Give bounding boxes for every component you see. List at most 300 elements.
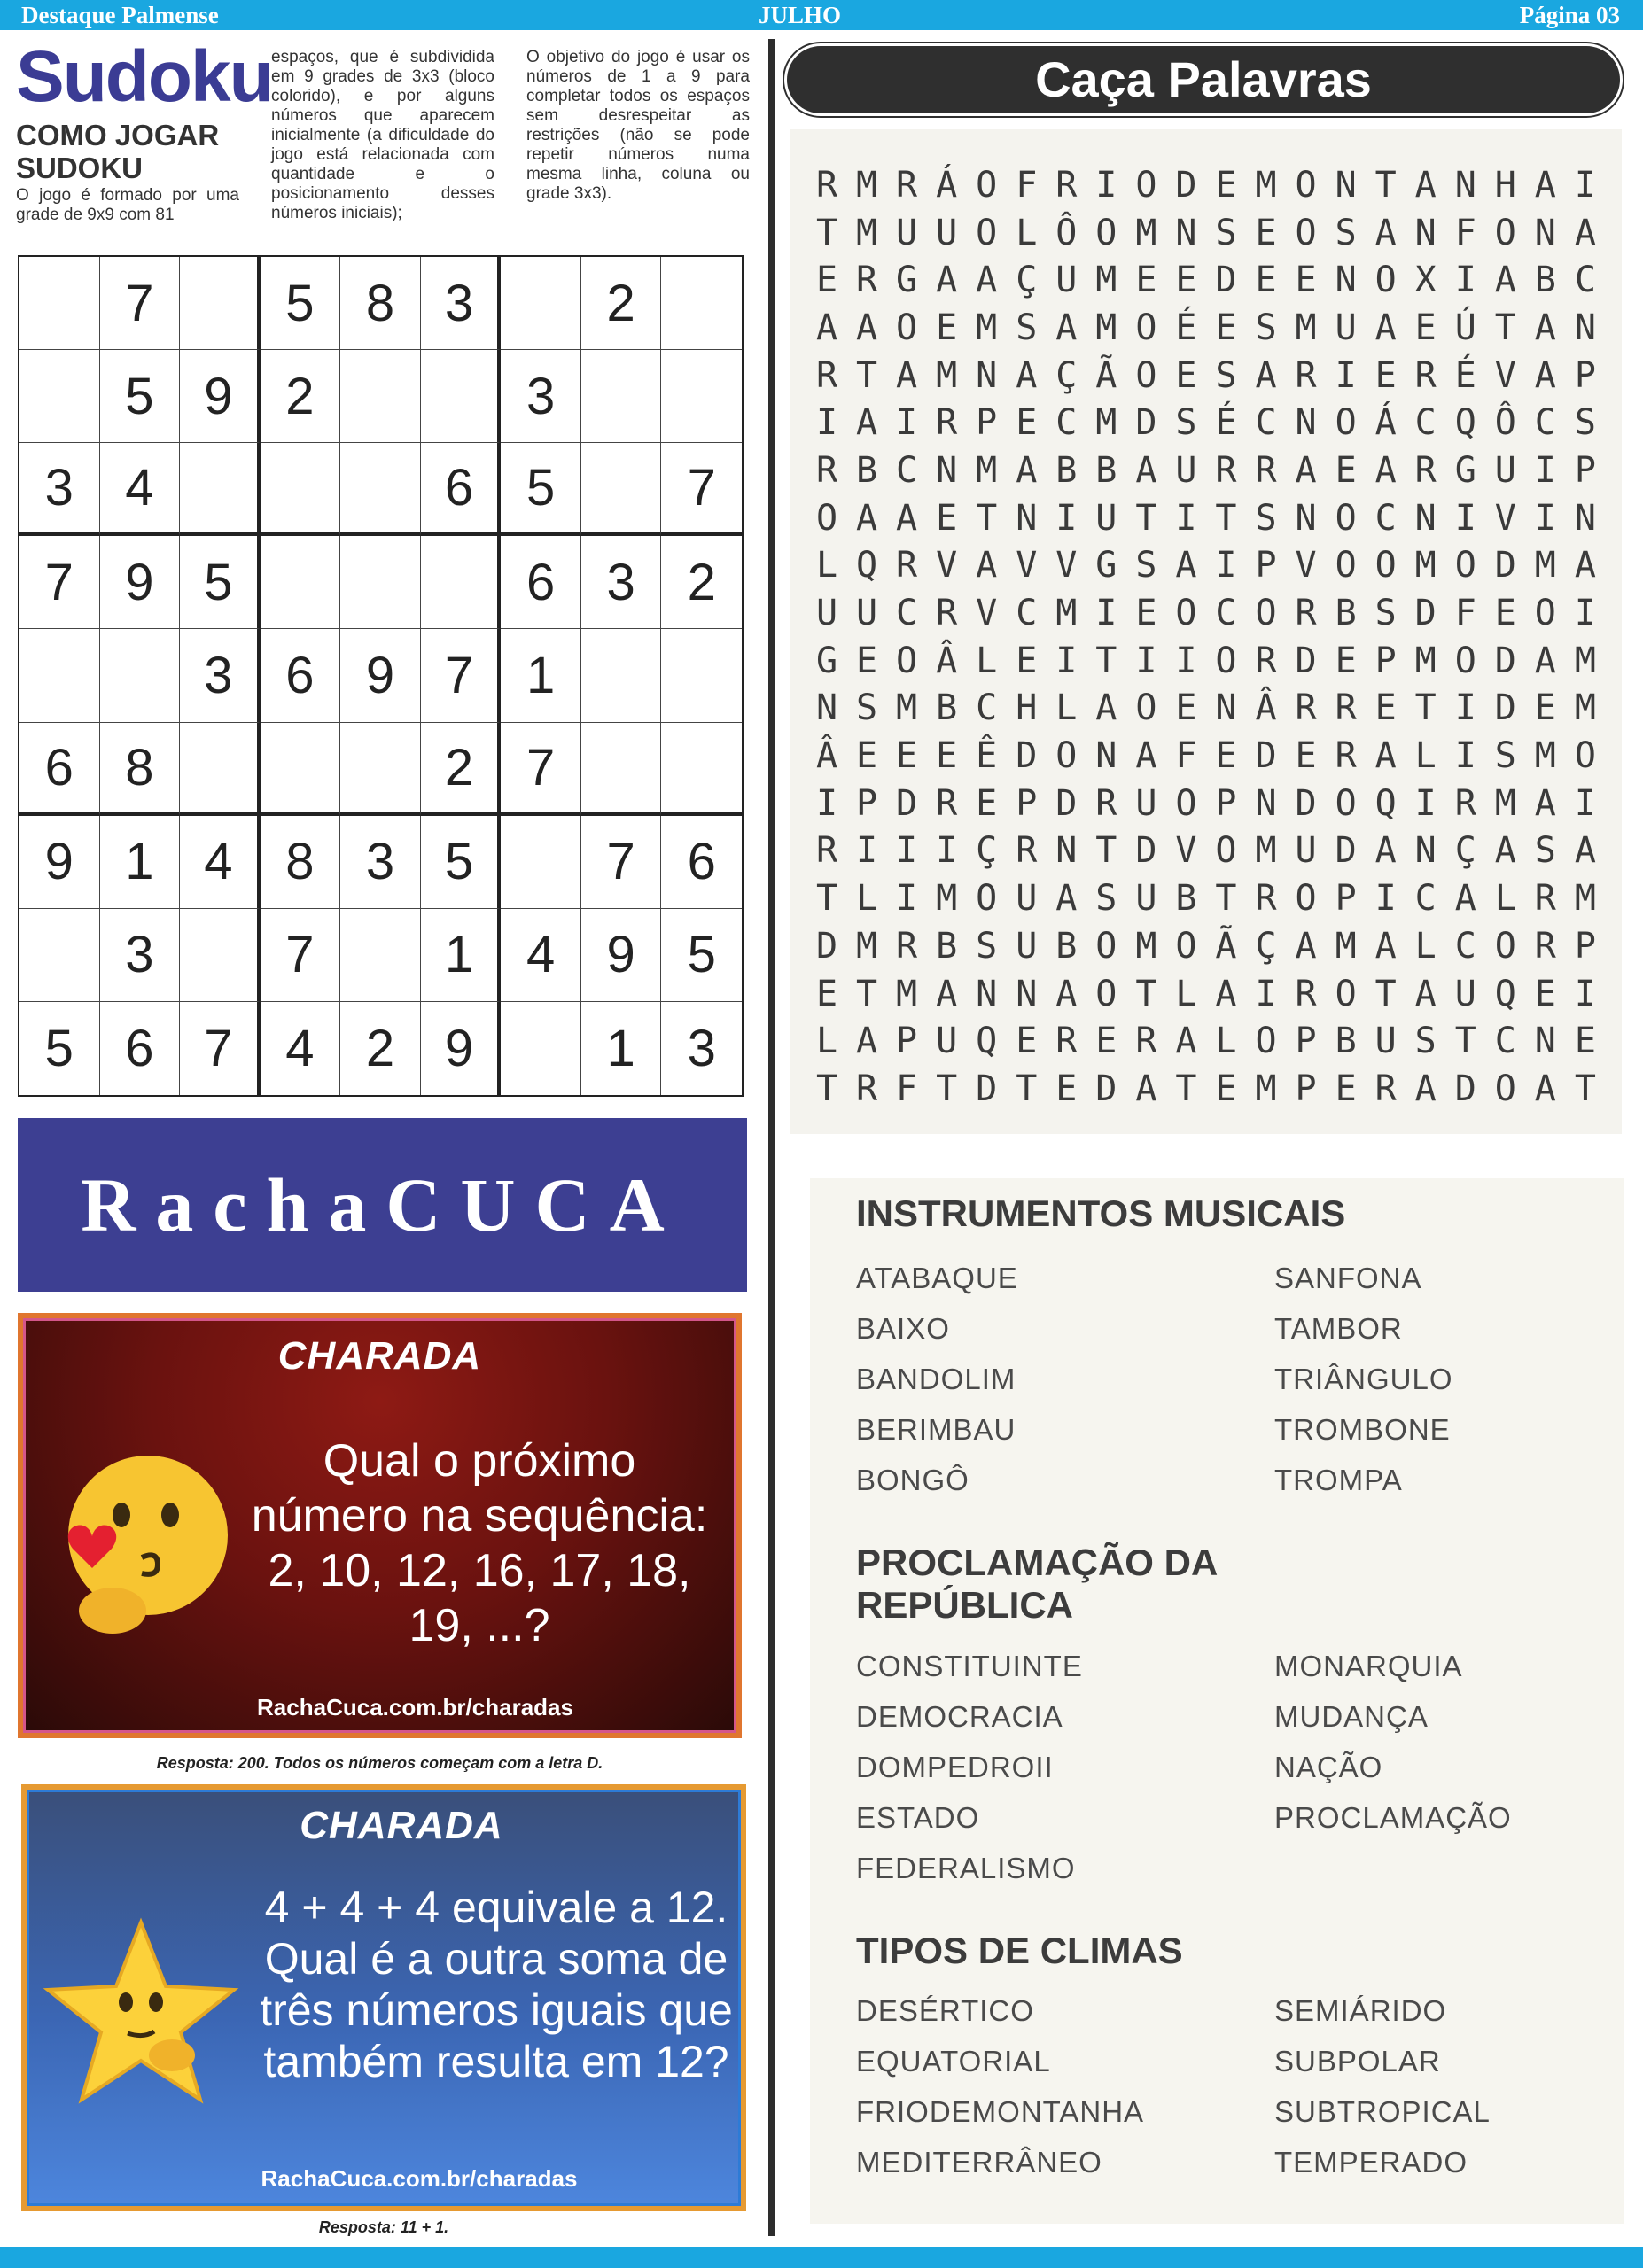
word-search-letter: M	[1534, 545, 1556, 586]
sudoku-cell	[581, 723, 662, 816]
word-item: ESTADO	[856, 1801, 980, 1834]
word-search-row	[798, 542, 1615, 590]
word-search-letter: U	[1016, 878, 1038, 920]
word-search-letter: D	[1494, 687, 1516, 729]
sudoku-cell: 4	[180, 816, 261, 909]
word-search-letter: E	[1016, 1021, 1038, 1062]
word-search-letter: E	[1215, 735, 1237, 777]
word-search-letter: E	[1215, 164, 1237, 206]
word-search-letter: C	[1374, 497, 1397, 539]
word-search-letter: V	[1494, 354, 1516, 396]
word-search-letter: A	[1534, 307, 1556, 348]
word-search-letter: A	[1175, 545, 1197, 586]
word-search-letter: Q	[1494, 973, 1516, 1014]
word-search-letter: N	[1574, 497, 1596, 539]
word-search-letter: E	[1215, 1068, 1237, 1109]
charada-card-1	[18, 1313, 742, 1738]
word-search-letter: A	[976, 260, 998, 301]
word-search-letter: U	[856, 593, 878, 634]
word-item: BAIXO	[856, 1312, 950, 1345]
sudoku-cell: 6	[100, 1002, 181, 1095]
word-search-letter: M	[1574, 640, 1596, 681]
word-search-letter: A	[1055, 878, 1078, 920]
word-search-letter: L	[815, 1021, 838, 1062]
word-search-letter: O	[1335, 497, 1357, 539]
word-search-letter: R	[896, 164, 918, 206]
word-search-letter: T	[1016, 1068, 1038, 1109]
word-search-letter: T	[1095, 640, 1117, 681]
word-search-row	[798, 685, 1615, 733]
word-search-letter: N	[1414, 497, 1437, 539]
sudoku-cell: 5	[501, 443, 581, 536]
word-search-letter: O	[976, 878, 998, 920]
word-search-letter: Ç	[1016, 260, 1038, 301]
word-search-letter: M	[936, 878, 958, 920]
word-search-letter: N	[1335, 164, 1357, 206]
word-search-letter: T	[1215, 878, 1237, 920]
sudoku-cell: 6	[501, 536, 581, 629]
word-item: DESÉRTICO	[856, 1994, 1034, 2027]
sudoku-cell: 9	[421, 1002, 502, 1095]
word-search-letter: N	[976, 973, 998, 1014]
word-item: DOMPEDROII	[856, 1751, 1054, 1783]
word-search-letter: O	[1255, 593, 1277, 634]
word-search-row	[798, 922, 1615, 970]
sudoku-cell: 5	[19, 1002, 100, 1095]
word-search-letter: O	[1175, 593, 1197, 634]
word-search-letter: R	[1295, 973, 1317, 1014]
word-search-letter: L	[1494, 878, 1516, 920]
word-search-row	[798, 304, 1615, 352]
word-search-letter: E	[1175, 260, 1197, 301]
sudoku-cell	[661, 350, 742, 443]
word-search-letter: C	[1055, 402, 1078, 444]
sudoku-cell: 9	[340, 629, 421, 722]
word-search-letter: T	[976, 497, 998, 539]
word-search-letter: S	[1414, 1021, 1437, 1062]
word-search-letter: T	[936, 1068, 958, 1109]
word-search-letter: A	[896, 354, 918, 396]
word-search-letter: O	[1374, 260, 1397, 301]
word-search-letter: L	[1215, 1021, 1237, 1062]
word-search-letter: E	[1055, 1068, 1078, 1109]
sudoku-cell	[100, 629, 181, 722]
word-search-letter: C	[896, 593, 918, 634]
word-search-letter: R	[856, 1068, 878, 1109]
word-search-letter: O	[1175, 925, 1197, 967]
word-search-letter: P	[1295, 1021, 1317, 1062]
sudoku-cell: 1	[421, 909, 502, 1002]
sudoku-cell	[19, 909, 100, 1002]
word-search-letter: L	[815, 545, 838, 586]
sudoku-cell	[421, 536, 502, 629]
thinking-star-icon	[39, 1914, 243, 2117]
word-search-letter: C	[896, 449, 918, 491]
word-search-letter: I	[1574, 782, 1596, 824]
sudoku-cell	[661, 629, 742, 722]
word-search-letter: M	[1095, 402, 1117, 444]
word-search-letter: M	[1255, 830, 1277, 872]
sudoku-cell: 7	[261, 909, 341, 1002]
word-search-letter: E	[1095, 1021, 1117, 1062]
sudoku-cell	[180, 443, 261, 536]
word-search-letter: O	[1135, 687, 1157, 729]
word-item: FEDERALISMO	[856, 1852, 1076, 1884]
word-search-letter: G	[1095, 545, 1117, 586]
word-search-letter: A	[1534, 354, 1556, 396]
word-search-letter: B	[1335, 593, 1357, 634]
word-search-letter: T	[1574, 1068, 1596, 1109]
word-search-letter: D	[1055, 782, 1078, 824]
sudoku-cell	[581, 629, 662, 722]
word-search-letter: I	[1574, 973, 1596, 1014]
word-search-letter: O	[1135, 354, 1157, 396]
word-search-letter: B	[1055, 449, 1078, 491]
word-search-letter: I	[1215, 545, 1237, 586]
charada-url: RachaCuca.com.br/charadas	[261, 2165, 578, 2192]
word-search-letter: A	[1374, 307, 1397, 348]
word-item: CONSTITUINTE	[856, 1650, 1083, 1682]
word-search-letter: M	[856, 925, 878, 967]
word-search-letter: A	[1255, 354, 1277, 396]
word-search-letter: A	[1016, 449, 1038, 491]
word-search-letter: A	[1454, 878, 1476, 920]
sudoku-cell	[180, 909, 261, 1002]
word-search-letter: B	[1175, 878, 1197, 920]
sudoku-cell: 5	[100, 350, 181, 443]
word-search-letter: M	[1135, 925, 1157, 967]
word-search-letter: I	[1574, 164, 1596, 206]
word-search-letter: I	[1055, 640, 1078, 681]
word-item: BONGÔ	[856, 1464, 969, 1496]
sudoku-cell: 8	[261, 816, 341, 909]
word-search-letter: N	[815, 687, 838, 729]
word-search-letter: R	[1295, 593, 1317, 634]
word-search-letter: Ã	[1095, 354, 1117, 396]
word-search-letter: Ç	[1055, 354, 1078, 396]
word-search-letter: E	[1255, 260, 1277, 301]
charada-label: CHARADA	[300, 1804, 503, 1847]
word-search-letter: I	[1454, 497, 1476, 539]
sudoku-cell: 9	[180, 350, 261, 443]
word-search-letter: E	[1135, 593, 1157, 634]
word-search-letter: U	[1335, 307, 1357, 348]
charada-question: Qual o próximo número na sequência: 2, 10, 12, 16, 17, 18, 19, ...?	[251, 1435, 708, 1651]
word-search-letter: O	[896, 640, 918, 681]
word-search-letter: S	[856, 687, 878, 729]
word-search-letter: M	[896, 687, 918, 729]
word-search-letter: E	[1374, 687, 1397, 729]
word-search-letter: A	[936, 260, 958, 301]
sudoku-cell: 2	[421, 723, 502, 816]
word-search-letter: O	[1335, 545, 1357, 586]
sudoku-cell: 3	[501, 350, 581, 443]
rachacuca-banner: RachaCUCA	[18, 1118, 747, 1292]
word-search-letter: S	[1374, 593, 1397, 634]
word-search-letter: O	[1255, 1021, 1277, 1062]
word-search-row	[798, 1017, 1615, 1065]
kissing-thinking-emoji-icon	[37, 1442, 241, 1646]
word-search-letter: D	[1175, 164, 1197, 206]
word-search-letter: A	[1494, 260, 1516, 301]
word-search-letter: R	[1255, 449, 1277, 491]
word-search-letter: O	[1215, 830, 1237, 872]
word-search-letter: A	[1574, 545, 1596, 586]
word-search-letter: E	[1335, 1068, 1357, 1109]
word-search-letter: I	[1175, 497, 1197, 539]
word-search-letter: U	[936, 212, 958, 253]
sudoku-cell: 4	[501, 909, 581, 1002]
word-search-letter: N	[1454, 164, 1476, 206]
sudoku-cell: 3	[19, 443, 100, 536]
word-item: MEDITERRÂNEO	[856, 2146, 1102, 2179]
word-search-letter: A	[856, 497, 878, 539]
word-search-letter: R	[1534, 878, 1556, 920]
sudoku-cell: 2	[261, 350, 341, 443]
word-search-letter: N	[1215, 687, 1237, 729]
word-search-letter: E	[1494, 593, 1516, 634]
word-search-letter: I	[1095, 593, 1117, 634]
word-search-letter: E	[856, 735, 878, 777]
word-item: SEMIÁRIDO	[1274, 1994, 1447, 2027]
word-search-letter: A	[1534, 164, 1556, 206]
word-search-letter: E	[1255, 212, 1277, 253]
word-search-letter: T	[1215, 497, 1237, 539]
sudoku-cell: 5	[661, 909, 742, 1002]
word-search-letter: H	[1016, 687, 1038, 729]
word-search-letter: E	[1295, 260, 1317, 301]
word-search-letter: U	[936, 1021, 958, 1062]
word-search-letter: A	[1574, 212, 1596, 253]
word-search-letter: U	[1374, 1021, 1397, 1062]
word-search-letter: O	[1454, 640, 1476, 681]
sudoku-cell	[19, 629, 100, 722]
sudoku-cell: 3	[421, 257, 502, 350]
word-search-letter: D	[815, 925, 838, 967]
word-search-letter: N	[1414, 212, 1437, 253]
word-search-letter: R	[856, 260, 878, 301]
word-search-letter: L	[1016, 212, 1038, 253]
word-search-letter: É	[1215, 402, 1237, 444]
word-search-letter: Q	[1374, 782, 1397, 824]
word-search-letter: V	[1016, 545, 1038, 586]
word-search-letter: R	[1454, 782, 1476, 824]
word-search-letter: R	[1135, 1021, 1157, 1062]
word-search-row	[798, 399, 1615, 447]
word-search-letter: D	[1454, 1068, 1476, 1109]
word-search-letter: T	[1374, 164, 1397, 206]
word-search-letter: S	[1016, 307, 1038, 348]
word-search-letter: N	[1175, 212, 1197, 253]
word-search-letter: U	[896, 212, 918, 253]
sudoku-title: Sudoku	[16, 36, 272, 117]
sudoku-cell: 7	[421, 629, 502, 722]
word-search-letter: A	[1574, 830, 1596, 872]
word-search-letter: P	[1016, 782, 1038, 824]
word-search-letter: N	[1335, 260, 1357, 301]
word-search-letter: O	[1215, 640, 1237, 681]
sudoku-cell: 4	[100, 443, 181, 536]
word-item: MUDANÇA	[1274, 1700, 1429, 1733]
word-search-letter: E	[936, 307, 958, 348]
word-search-title: Caça Palavras	[787, 46, 1620, 113]
word-search-letter: A	[1534, 782, 1556, 824]
word-search-letter: M	[1255, 164, 1277, 206]
sudoku-cell: 5	[180, 536, 261, 629]
word-search-letter: A	[1135, 1068, 1157, 1109]
word-search-row	[798, 589, 1615, 637]
charada-2-answer: Resposta: 11 + 1.	[318, 2218, 449, 2236]
charada-1-answer: Resposta: 200. Todos os números começam com a letra D.	[156, 1754, 603, 1772]
word-search-letter: G	[815, 640, 838, 681]
sudoku-cell	[180, 257, 261, 350]
word-search-letter: M	[1335, 925, 1357, 967]
word-search-letter: Á	[1374, 402, 1397, 444]
word-search-letter: O	[1135, 307, 1157, 348]
word-search-letter: S	[1175, 402, 1197, 444]
word-search-letter: N	[1414, 830, 1437, 872]
word-search-letter: Ç	[1454, 830, 1476, 872]
word-search-letter: D	[1095, 1068, 1117, 1109]
word-search-letter: E	[1534, 973, 1556, 1014]
word-search-letter: I	[1534, 497, 1556, 539]
word-item: SANFONA	[1274, 1262, 1422, 1294]
word-search-letter: T	[856, 973, 878, 1014]
word-search-letter: S	[1135, 545, 1157, 586]
word-search-row	[798, 827, 1615, 875]
charada-question: 4 + 4 + 4 equivale a 12. Qual é a outra soma de três números iguais que também resulta em 12?	[260, 1883, 733, 2086]
word-search-letter: E	[936, 735, 958, 777]
word-search-letter: N	[976, 354, 998, 396]
word-search-letter: T	[1095, 830, 1117, 872]
word-search-letter: E	[1414, 307, 1437, 348]
word-search-letter: C	[1534, 402, 1556, 444]
word-search-letter: U	[815, 593, 838, 634]
sudoku-cell: 6	[19, 723, 100, 816]
word-search-letter: A	[1534, 640, 1556, 681]
word-search-letter: R	[1414, 354, 1437, 396]
sudoku-cell	[261, 723, 341, 816]
word-search-letter: E	[856, 640, 878, 681]
word-item: SUBPOLAR	[1274, 2045, 1441, 2078]
word-search-letter: R	[1215, 449, 1237, 491]
word-search-letter: S	[1574, 402, 1596, 444]
word-search-letter: U	[1494, 449, 1516, 491]
word-search-letter: T	[1135, 973, 1157, 1014]
word-search-letter: A	[1295, 925, 1317, 967]
word-search-letter: E	[1295, 735, 1317, 777]
word-search-letter: L	[1175, 973, 1197, 1014]
word-search-letter: M	[1414, 640, 1437, 681]
word-search-letter: U	[1095, 497, 1117, 539]
word-search-letter: X	[1414, 260, 1437, 301]
word-search-letter: E	[1374, 354, 1397, 396]
word-search-letter: Ã	[1215, 925, 1237, 967]
word-search-letter: R	[1295, 354, 1317, 396]
word-search-letter: D	[1414, 593, 1437, 634]
word-search-letter: N	[1016, 497, 1038, 539]
word-search-letter: Ú	[1454, 307, 1476, 348]
word-search-letter: G	[896, 260, 918, 301]
word-item: TROMPA	[1274, 1464, 1403, 1496]
sudoku-cell	[661, 257, 742, 350]
word-search-letter: H	[1494, 164, 1516, 206]
word-search-letter: D	[1494, 640, 1516, 681]
issue-month: JULHO	[759, 2, 842, 28]
sudoku-subtitle: COMO JOGAR SUDOKU	[16, 119, 220, 184]
word-search-letter: L	[1414, 735, 1437, 777]
word-search-letter: R	[1295, 687, 1317, 729]
word-search-letter: F	[1454, 593, 1476, 634]
word-search-row	[798, 780, 1615, 827]
word-item: DEMOCRACIA	[856, 1700, 1063, 1733]
word-search-letter: R	[1016, 830, 1038, 872]
sudoku-cell: 3	[340, 816, 421, 909]
word-search-letter: S	[1215, 212, 1237, 253]
word-search-letter: L	[1055, 687, 1078, 729]
word-search-letter: O	[976, 212, 998, 253]
word-search-letter: R	[1335, 687, 1357, 729]
word-search-row	[798, 637, 1615, 685]
word-search-letter: A	[815, 307, 838, 348]
sudoku-cell: 1	[581, 1002, 662, 1095]
word-search-letter: O	[1494, 212, 1516, 253]
word-search-letter: A	[1215, 973, 1237, 1014]
category-title-proclamacao: PROCLAMAÇÃO DA	[856, 1542, 1219, 1583]
sudoku-cell: 6	[261, 629, 341, 722]
sudoku-cell: 5	[261, 257, 341, 350]
word-search-letter: D	[1494, 545, 1516, 586]
word-search-letter: A	[1374, 212, 1397, 253]
word-search-letter: A	[896, 497, 918, 539]
sudoku-cell	[581, 350, 662, 443]
word-search-letter: E	[1534, 687, 1556, 729]
word-search-letter: N	[936, 449, 958, 491]
word-search-letter: T	[1494, 307, 1516, 348]
word-item: FRIODEMONTANHA	[856, 2095, 1145, 2128]
word-search-letter: N	[1055, 830, 1078, 872]
word-search-letter: P	[1574, 354, 1596, 396]
word-search-letter: E	[896, 735, 918, 777]
word-search-letter: I	[1454, 260, 1476, 301]
word-search-letter: V	[1055, 545, 1078, 586]
word-search-letter: O	[1494, 1068, 1516, 1109]
word-search-letter: A	[1135, 449, 1157, 491]
word-search-letter: Ô	[1055, 212, 1078, 253]
sudoku-cell: 3	[180, 629, 261, 722]
word-search-letter: S	[1255, 497, 1277, 539]
word-search-letter: I	[1534, 449, 1556, 491]
word-search-letter: O	[1335, 973, 1357, 1014]
word-search-letter: P	[896, 1021, 918, 1062]
word-search-letter: N	[1255, 782, 1277, 824]
word-search-letter: D	[976, 1068, 998, 1109]
word-search-letter: U	[1175, 449, 1197, 491]
word-search-letter: M	[1095, 260, 1117, 301]
word-search-letter: M	[976, 307, 998, 348]
word-search-letter: U	[1295, 830, 1317, 872]
word-search-letter: M	[1494, 782, 1516, 824]
word-item: BANDOLIM	[856, 1363, 1016, 1395]
sudoku-cell	[501, 816, 581, 909]
word-search-letter: O	[1295, 878, 1317, 920]
word-search-row	[798, 732, 1615, 780]
word-search-letter: U	[1454, 973, 1476, 1014]
sudoku-cell: 6	[421, 443, 502, 536]
word-search-letter: P	[976, 402, 998, 444]
word-search-letter: I	[896, 830, 918, 872]
word-search-letter: N	[1574, 307, 1596, 348]
